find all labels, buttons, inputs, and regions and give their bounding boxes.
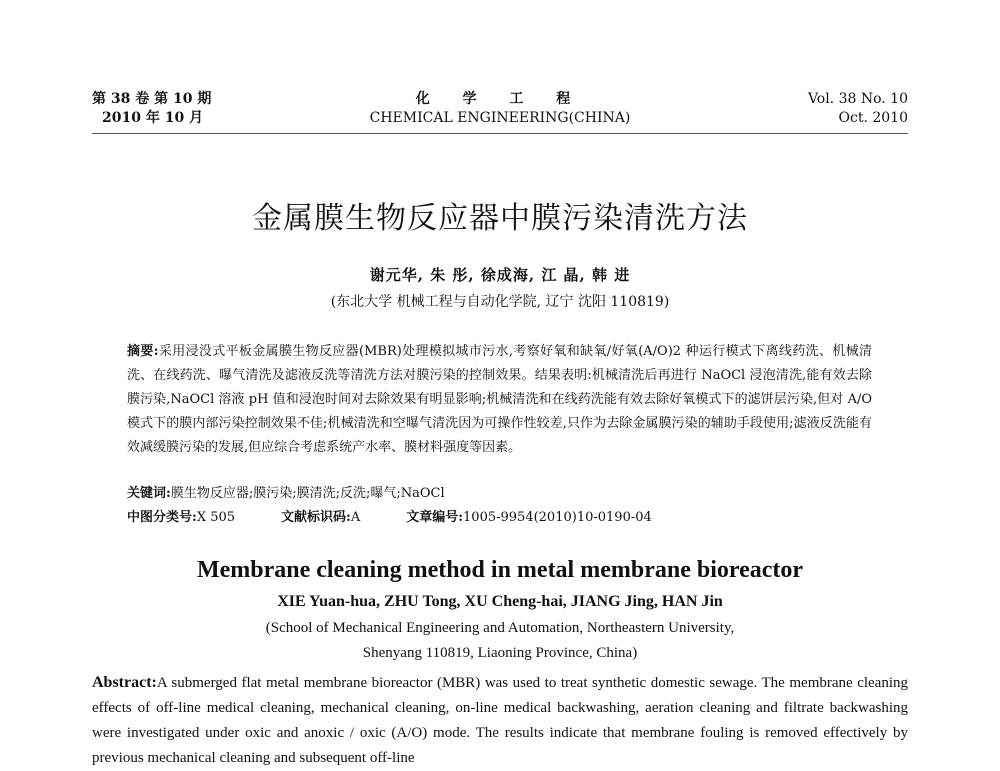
affiliation-en-line2: Shenyang 110819, Liaoning Province, China) bbox=[362, 645, 638, 661]
affiliation-en-line1: (School of Mechanical Engineering and Automation, Northeastern University, bbox=[265, 620, 735, 636]
clc-number bbox=[127, 508, 235, 528]
date-cn: 2010 年 10 月 bbox=[102, 110, 204, 126]
clc-value: X 505 bbox=[196, 510, 236, 525]
authors-cn: 谢元华, 朱 彤, 徐成海, 江 晶, 韩 进 bbox=[369, 266, 631, 284]
abstract-cn-text: 采用浸没式平板金属膜生物反应器(MBR)处理模拟城市污水,考察好氧和缺氧/好氧(A/O)2 种运行模式下离线药洗、机械清洗、在线药洗、曝气清洗及滤液反洗等清洗方法对膜污染的控制效果。结果表明:机械清洗后再进行 NaOCl 浸泡清洗,能有效去除膜污染,NaOCl 溶液 pH 值和浸泡时间对去除效果有明显影响;机械清洗和在线药洗能有效去除好氧模式下的滤饼层污染,但对 A/O 模式下的膜内部污染控制效果不佳;机械清洗和空曝气清洗因为可操作性较差,只作为去除金属膜污染的辅助手段使用;滤液反洗能有效减缓膜污染的发展,但应综合考虑系统产水率、膜材料强度等因素。 bbox=[127, 344, 872, 455]
classification-line bbox=[127, 508, 872, 528]
abstract-en-label: Abstract: bbox=[92, 674, 157, 691]
document-code bbox=[281, 508, 360, 528]
title-cn: 金属膜生物反应器中膜污染清洗方法 bbox=[252, 201, 748, 236]
volume-cn: 第 38 卷 第 10 期 bbox=[92, 91, 212, 107]
affiliation-cn: (东北大学 机械工程与自动化学院, 辽宁 沈阳 110819) bbox=[330, 294, 670, 310]
journal-en: CHEMICAL ENGINEERING(CHINA) bbox=[369, 110, 631, 126]
article-number bbox=[406, 508, 652, 528]
article-number-label: 文章编号: bbox=[406, 510, 464, 525]
document-code-label: 文献标识码: bbox=[281, 510, 351, 525]
clc-label: 中图分类号: bbox=[127, 510, 197, 525]
keywords-cn bbox=[127, 484, 872, 504]
abstract-cn bbox=[127, 340, 872, 460]
article-number-value: 1005-9954(2010)10-0190-04 bbox=[463, 510, 652, 525]
volume-en: Vol. 38 No. 10 bbox=[807, 91, 908, 107]
document-code-value: A bbox=[350, 510, 361, 525]
header-divider bbox=[92, 133, 908, 134]
abstract-cn-label: 摘要: bbox=[127, 344, 159, 359]
keywords-cn-text: 膜生物反应器;膜污染;膜清洗;反洗;曝气;NaOCl bbox=[170, 486, 445, 501]
date-en: Oct. 2010 bbox=[838, 110, 908, 126]
keywords-cn-label: 关键词: bbox=[127, 486, 171, 501]
authors-en: XIE Yuan-hua, ZHU Tong, XU Cheng-hai, JIANG Jing, HAN Jin bbox=[277, 593, 723, 610]
abstract-en-text: A submerged flat metal membrane bioreactor (MBR) was used to treat synthetic domestic sewage. The membrane cleaning effects of off-line medical cleaning, mechanical cleaning, on-line medical backwashing, aeration cleaning and filtrate backwashing were investigated under oxic and anoxic / oxic (A/O) mode. The results indicate that membrane fouling is removed effectively by previous mechanical cleaning and subsequent off-line bbox=[92, 675, 908, 766]
title-en: Membrane cleaning method in metal membrane bioreactor bbox=[196, 557, 804, 583]
header-right bbox=[808, 90, 908, 128]
journal-cn: 化 学 工 程 bbox=[415, 91, 585, 107]
abstract-en bbox=[92, 670, 908, 771]
